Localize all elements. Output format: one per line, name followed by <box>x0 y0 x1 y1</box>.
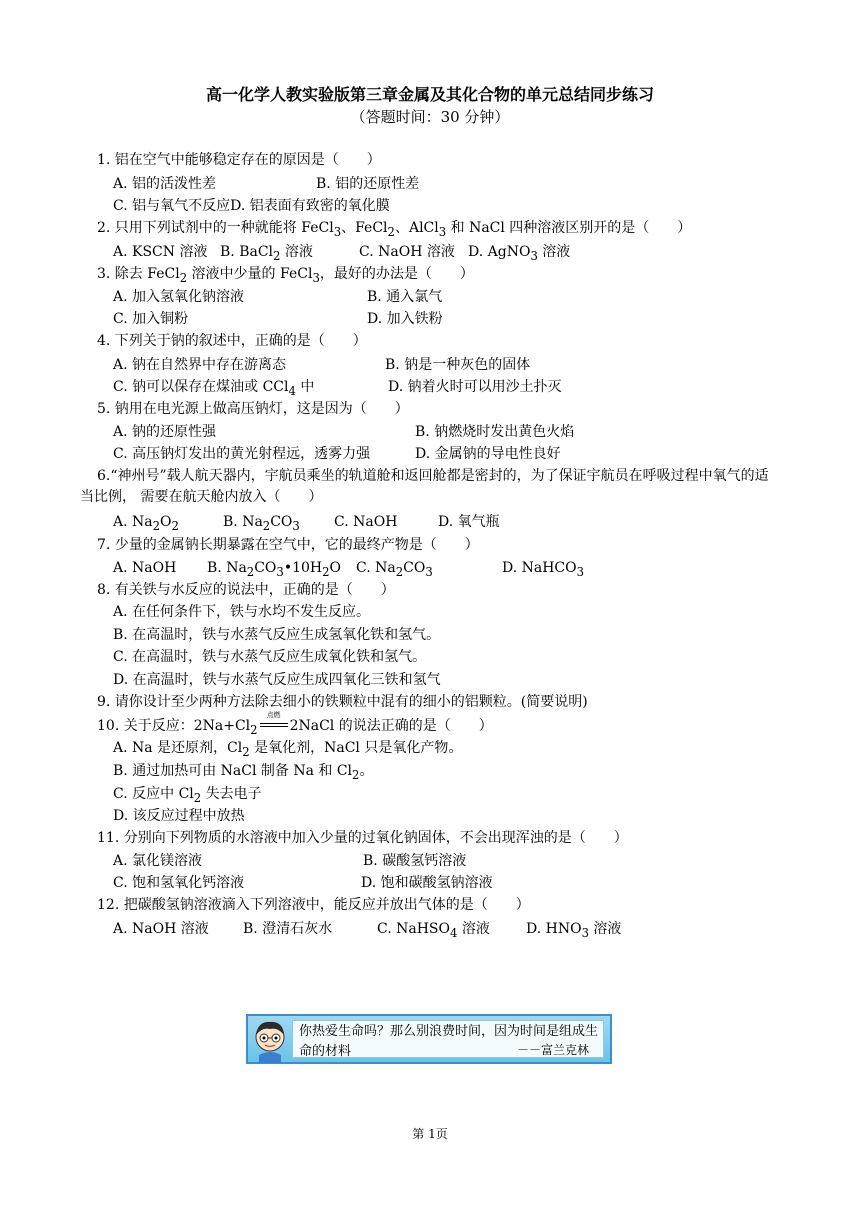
question-6-stem: 6.“神州号”载人航天器内，宇航员乘坐的轨道舱和返回舱都是密封的，为了保证宇航员在呼吸过程中氧气的适当比例， 需要在航天舱内放入（ ） <box>80 468 769 505</box>
option-d: D. AgNO$_3$ 溶液 <box>468 244 571 263</box>
option-c: C. 钠可以保存在煤油或 CCl$_4$ 中 <box>113 379 315 398</box>
option-a: A. 铝的活泼性差 <box>113 176 217 192</box>
question-6-options <box>113 512 793 532</box>
quote-author: －－富兰克林 <box>516 1043 589 1057</box>
question-10-option-a: A. Na 是还原剂，$Cl_2$ 是氧化剂，NaCl 只是氧化产物。 <box>113 740 463 759</box>
question-4-options-row2 <box>113 377 793 397</box>
question-12-options <box>113 919 793 939</box>
question-8-option-b: B. 在高温时，铁与水蒸气反应生成氢氧化铁和氢气。 <box>113 627 441 643</box>
option-d: D. $HNO_3$ 溶液 <box>526 921 622 940</box>
question-7-stem: 7. 少量的金属钠长期暴露在空气中，它的最终产物是（ ） <box>97 537 479 553</box>
option-d: D. 饱和碳酸氢钠溶液 <box>361 875 493 891</box>
reaction-condition-sign: 点燃 <box>258 715 290 733</box>
option-c: C. NaOH <box>334 514 398 530</box>
question-5-stem: 5. 钠用在电光源上做高压钠灯，这是因为（ ） <box>97 401 409 417</box>
option-c: C. NaHSO$_4$ 溶液 <box>377 921 490 940</box>
option-a: A. NaOH <box>113 560 177 576</box>
question-7-options <box>113 558 793 578</box>
option-a: A. $Na_2O_2$ <box>113 514 179 533</box>
question-1-stem: 1. 铝在空气中能够稳定存在的原因是（ ） <box>97 152 381 168</box>
question-10-option-c: C. 反应中 $Cl_2$ 失去电子 <box>113 786 262 805</box>
question-11-stem: 11. 分别向下列物质的水溶液中加入少量的过氧化钠固体，不会出现浑浊的是（ ） <box>97 830 628 846</box>
question-4-stem: 4. 下列关于钠的叙述中，正确的是（ ） <box>97 333 367 349</box>
question-2-options <box>113 242 793 262</box>
option-a: A. NaOH 溶液 <box>113 921 209 937</box>
question-1-options-cd: C. 铝与氧气不反应D. 铝表面有致密的氧化膜 <box>113 198 390 214</box>
option-d: D. NaHCO$_3$ <box>502 560 585 579</box>
option-b: B. $Na_2CO_3•10H_2O$ <box>207 560 342 579</box>
question-2-stem: 2. 只用下列试剂中的一种就能将 FeCl$_3$、FeCl$_2$、AlCl$_3$ 和 NaCl 四种溶液区别开的是（ ） <box>97 220 692 239</box>
quote-line-2: 命的材料 <box>299 1044 352 1059</box>
option-c: C. 饱和氢氧化钙溶液 <box>113 875 245 891</box>
option-d: D. 金属钠的导电性良好 <box>415 446 561 462</box>
document-subtitle: （答题时间：30 分钟） <box>350 108 510 126</box>
question-5-options-row1 <box>113 422 793 442</box>
question-10-option-d: D. 该反应过程中放热 <box>113 808 245 824</box>
option-d: D. 氧气瓶 <box>438 514 500 530</box>
quote-banner <box>246 1014 612 1064</box>
option-b: B. $Na_2CO_3$ <box>223 514 300 533</box>
option-c: C. 高压钠灯发出的黄光射程远，透雾力强 <box>113 446 371 462</box>
option-a: A. 氯化镁溶液 <box>113 853 203 869</box>
question-8-option-a: A. 在任何条件下，铁与水均不发生反应。 <box>113 604 371 620</box>
option-c: C. NaOH 溶液 <box>359 244 455 260</box>
option-b: B. 澄清石灰水 <box>243 921 333 937</box>
option-a: A. 钠的还原性强 <box>113 424 217 440</box>
cartoon-boy-icon <box>250 1017 290 1063</box>
question-8-option-d: D. 在高温时，铁与水蒸气反应生成四氧化三铁和氢气 <box>113 672 441 688</box>
question-3-options-row2 <box>113 309 793 329</box>
quote-box <box>292 1020 604 1058</box>
option-d: D. 加入铁粉 <box>367 311 443 327</box>
quote-line-1: 你热爱生命吗？那么别浪费时间，因为时间是组成生 <box>299 1024 599 1039</box>
question-5-options-row2 <box>113 444 793 464</box>
option-b: B. 通入氯气 <box>367 289 443 305</box>
option-a: A. 钠在自然界中存在游离态 <box>113 357 287 373</box>
question-10-stem: 10. 关于反应：$2Na+Cl_2$ 点燃 2NaCl 的说法正确的是（ ） <box>97 711 493 737</box>
question-10-option-b: B. 通过加热可由 NaCl 制备 Na 和 $Cl_2$。 <box>113 763 374 782</box>
question-1-options-row1 <box>113 174 793 194</box>
option-b: B. BaCl$_2$ 溶液 <box>220 244 313 263</box>
question-11-options-row1 <box>113 851 793 871</box>
question-8-stem: 8. 有关铁与水反应的说法中，正确的是（ ） <box>97 582 395 598</box>
option-b: B. 钠燃烧时发出黄色火焰 <box>415 424 575 440</box>
option-b: B. 碳酸氢钙溶液 <box>363 853 467 869</box>
option-c: C. 加入铜粉 <box>113 311 189 327</box>
option-b: B. 铝的还原性差 <box>316 176 420 192</box>
question-3-options-row1 <box>113 287 793 307</box>
option-d: D. 钠着火时可以用沙土扑灭 <box>388 379 562 395</box>
option-a: A. KSCN 溶液 <box>113 244 208 260</box>
document-title: 高一化学人教实验版第三章金属及其化合物的单元总结同步练习 <box>205 85 654 104</box>
question-9-stem: 9. 请你设计至少两种方法除去细小的铁颗粒中混有的细小的铝颗粒。(简要说明) <box>97 694 588 710</box>
option-b: B. 钠是一种灰色的固体 <box>385 357 531 373</box>
question-12-stem: 12. 把碳酸氢钠溶液滴入下列溶液中，能反应并放出气体的是（ ） <box>97 897 530 913</box>
question-8-option-c: C. 在高温时，铁与水蒸气反应生成氧化铁和氢气。 <box>113 649 427 665</box>
page-number: 第 1页 <box>412 1127 448 1141</box>
question-3-stem: 3. 除去 FeCl$_2$ 溶液中少量的 FeCl$_3$，最好的办法是（ ） <box>97 266 474 285</box>
option-c: C. $Na_2CO_3$ <box>356 560 433 579</box>
question-4-options-row1 <box>113 355 793 375</box>
question-11-options-row2 <box>113 873 793 893</box>
option-a: A. 加入氢氧化钠溶液 <box>113 289 245 305</box>
